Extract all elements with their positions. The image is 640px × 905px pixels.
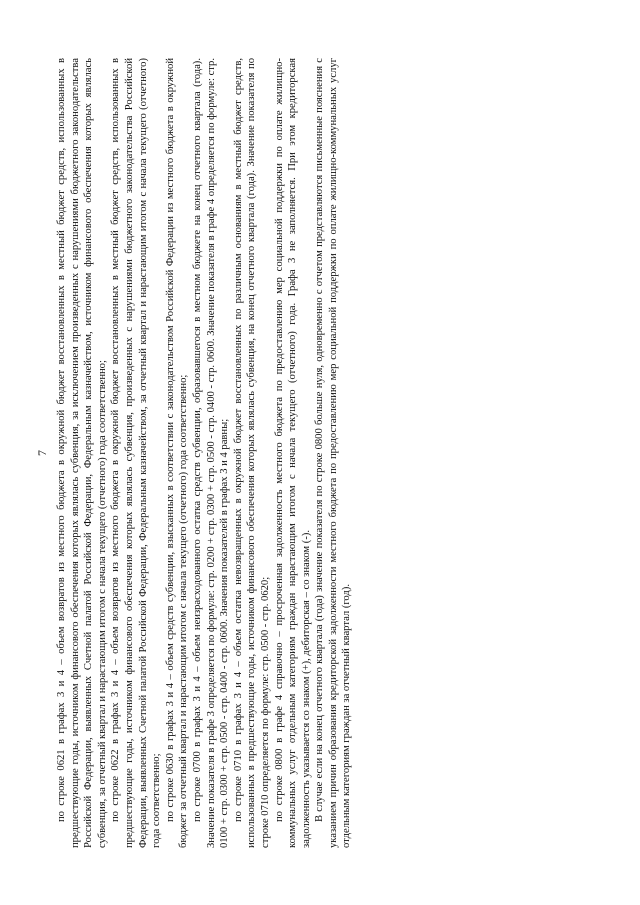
body-text <box>55 58 354 848</box>
paragraph-line-0710: по строке 0710 в графах 3 и 4 – объем остатка невозвращенных в окружной бюджет восстановленных по различным основаниям в местный бюджет средств, использованных в предшествующие годы, источником финансового обеспечения которых являлась субвенция, на конец отчетного квартала (года). Значение показателя по строке 0710 определяется по формуле: стр. 0500 - стр. 0620; <box>232 57 271 848</box>
paragraph-line-0630: по строке 0630 в графах 3 и 4 – объем средств субвенции, взысканных в соответствии с законодательством Российской Федерации из местного бюджета в окружной бюджет за отчетный квартал и нарастающим итогом с начала текущего (отчетного) года соответственно; <box>164 57 190 848</box>
paragraph-line-0621: по строке 0621 в графах 3 и 4 – объем возвратов из местного бюджета в окружной бюджет восстановленных в местный бюджет средств, использованных в предшествующие годы, источником финансового обеспечения которых являлась субвенция, за исключением произведенных с нарушениями бюджетного законодательства Российской Федерации, выявленных Счетной палатой Российской Федерации, Федеральным казначейством, источником финансового обеспечения которых являлась субвенция, за отчетный квартал и нарастающим итогом с начала текущего (отчетного) года соответственно; <box>56 57 108 848</box>
paragraph-line-0622: по строке 0622 в графах 3 и 4 – объем возвратов из местного бюджета в окружной бюджет восстановленных в местный бюджет средств, использованных в предшествующие годы, источником финансового обеспечения которых являлась субвенция, произведенных с нарушениями бюджетного законодательства Российской Федерации, выявленных Счетной палатой Российской Федерации, Федеральным казначейством, за отчетный квартал и нарастающим итогом с начала текущего (отчетного) года соответственно; <box>110 57 163 848</box>
paragraph-line-0700: по строке 0700 в графах 3 и 4 – объем неизрасходованного остатка средств субвенции, образовавшегося в местном бюджете на конец отчетного квартала (года). Значение показателя в графе 3 определяется по формуле: стр. 0200 + стр. 0300 + стр. 0500 - стр. 0400 - стр. 0600. Значение показателя в графе 4 определяется по формуле: стр. 0100 + стр. 0300 + стр. 0500 - стр. 0400 - стр. 0600. Значения показателей в графах 3 и 4 равны; <box>191 57 231 848</box>
rotated-content <box>35 58 605 848</box>
paragraph-explanatory-note: В случае если на конец отчетного квартала (года) значение показателя по строке 0800 больше нуля, одновременно с отчетом представляются письменные пояснения с указанием причин образования кредиторской задолженности местного бюджета по предоставлению мер социальной поддержки по оплате жилищно-коммунальных услуг отдельным категориям граждан за отчетный квартал (год). <box>314 57 353 848</box>
page-number: 7 <box>35 449 49 456</box>
paragraph-line-0800: по строке 0800 в графе 4 справочно – просроченная задолженность местного бюджета по предоставлению мер социальной поддержки по оплате жилищно-коммунальных услуг отдельным категориям граждан нарастающим итогом с начала текущего (отчетного) года. Графа 3 не заполняется. При этом кредиторская задолженность указывается со знаком (+), дебиторская – со знаком (-). <box>273 57 312 848</box>
